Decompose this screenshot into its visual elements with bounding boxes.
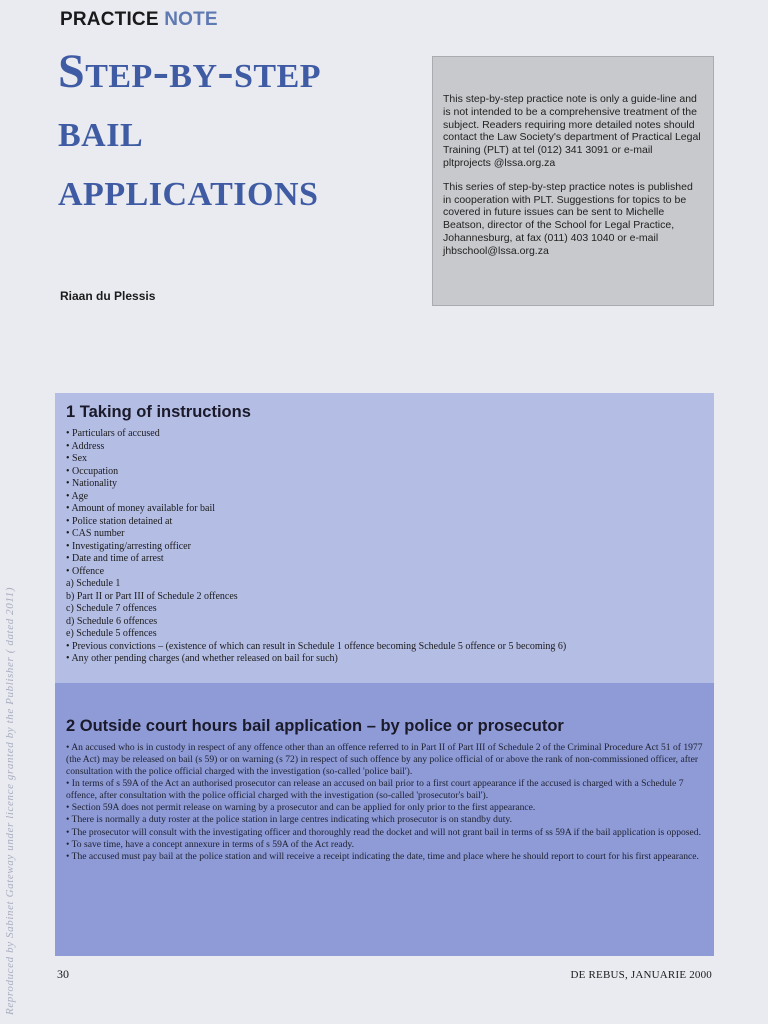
list-item: • Police station detained at xyxy=(66,515,173,527)
title-line: bail xyxy=(58,104,144,157)
list-item: • CAS number xyxy=(66,528,125,539)
list-item: • Address xyxy=(66,440,105,452)
list-item: • In terms of s 59A of the Act an authorised prosecutor can release an accused on bail prior to a first court appearance if the accused is charged with a Schedule 7 offence, after consultation with the police official charged with the investigation (so-called 'prosecutor's bail'). xyxy=(66,777,684,801)
list-item: • Occupation xyxy=(66,465,119,477)
list-item: • Section 59A does not permit release on warning by a prosecutor and can be applied for only prior to the first appearance. xyxy=(66,801,536,813)
list-item: • An accused who is in custody in respect of any offence other than an offence referred to in Part II of Part III of Schedule 2 of the Criminal Procedure Act 51 of 1977 (the Act) may be released on bail (s 59) or on warning (s 72) in respect of such offence by any police official of or above the rank of non-commissioned officer, after consultation with the police official charged with the investigation (so-called 'police bail'). xyxy=(66,742,703,777)
list-item: • The prosecutor will consult with the investigating officer and thoroughly read the docket and will not grant bail in terms of ss 59A if the bail application is opposed. xyxy=(66,826,701,838)
list-item: • Amount of money available for bail xyxy=(66,503,216,514)
title-line: Step-by-step xyxy=(58,45,322,98)
list-item: • There is normally a duty roster at the police station in large centres indicating which prosecutor is on standby duty. xyxy=(66,814,512,826)
info-paragraph: This step-by-step practice note is only a guide-line and is not intended to be a comprehensive treatment of the subject. Readers requiring more detailed notes should contact the Law Society's department of Practical Legal Training (PLT) at tel (012) 341 3091 or e-mail pltprojects @lssa.org.za xyxy=(443,93,701,169)
practice-note-label xyxy=(60,9,218,31)
author-byline: Riaan du Plessis xyxy=(60,289,156,303)
page-title xyxy=(58,42,398,219)
list-item: • Previous convictions – (existence of which can result in Schedule 1 offence becoming Schedule 5 offence or 5 becoming 6) xyxy=(66,640,567,652)
section-taking-instructions xyxy=(55,393,714,683)
title-line: applications xyxy=(58,163,319,216)
section-outside-court-bail xyxy=(55,683,714,956)
instructions-list xyxy=(66,428,703,666)
section-heading: 1 Taking of instructions xyxy=(66,403,251,421)
info-box xyxy=(432,56,714,306)
reproduction-notice: Reproduced by Sabinet Gateway under licence granted by the Publisher ( dated 2011) xyxy=(4,587,16,1015)
list-item: • Particulars of accused xyxy=(66,428,160,439)
list-item: • Age xyxy=(66,490,89,502)
list-item: • Date and time of arrest xyxy=(66,553,164,564)
note-label: NOTE xyxy=(164,9,218,30)
info-paragraph: This series of step-by-step practice notes is published in cooperation with PLT. Suggestions for topics to be covered in future issues can be sent to Michelle Beatson, director of the School for Legal Practice, Johannesburg, at fax (011) 403 1040 or e-mail jhbschool@lssa.org.za xyxy=(443,180,693,257)
page-number: 30 xyxy=(57,967,69,981)
list-item: b) Part II or Part III of Schedule 2 offences xyxy=(66,590,238,602)
list-item: e) Schedule 5 offences xyxy=(66,628,157,639)
practice-label: PRACTICE xyxy=(60,9,159,30)
list-item: • Any other pending charges (and whether released on bail for such) xyxy=(66,653,338,664)
list-item: d) Schedule 6 offences xyxy=(66,615,158,627)
journal-name: DE REBUS, JANUARIE 2000 xyxy=(570,969,712,981)
section-heading: 2 Outside court hours bail application – by police or prosecutor xyxy=(66,717,564,735)
list-item: • The accused must pay bail at the police station and will receive a receipt indicating the date, time and place where he should report to court for his first appearance. xyxy=(66,851,699,863)
bail-points-list xyxy=(66,742,703,863)
list-item: c) Schedule 7 offences xyxy=(66,603,157,614)
list-item: • Offence xyxy=(66,565,105,577)
list-item: • Nationality xyxy=(66,478,117,489)
list-item: • To save time, have a concept annexure in terms of s 59A of the Act ready. xyxy=(66,838,355,850)
list-item: • Investigating/arresting officer xyxy=(66,540,191,552)
list-item: a) Schedule 1 xyxy=(66,578,121,589)
list-item: • Sex xyxy=(66,453,88,464)
